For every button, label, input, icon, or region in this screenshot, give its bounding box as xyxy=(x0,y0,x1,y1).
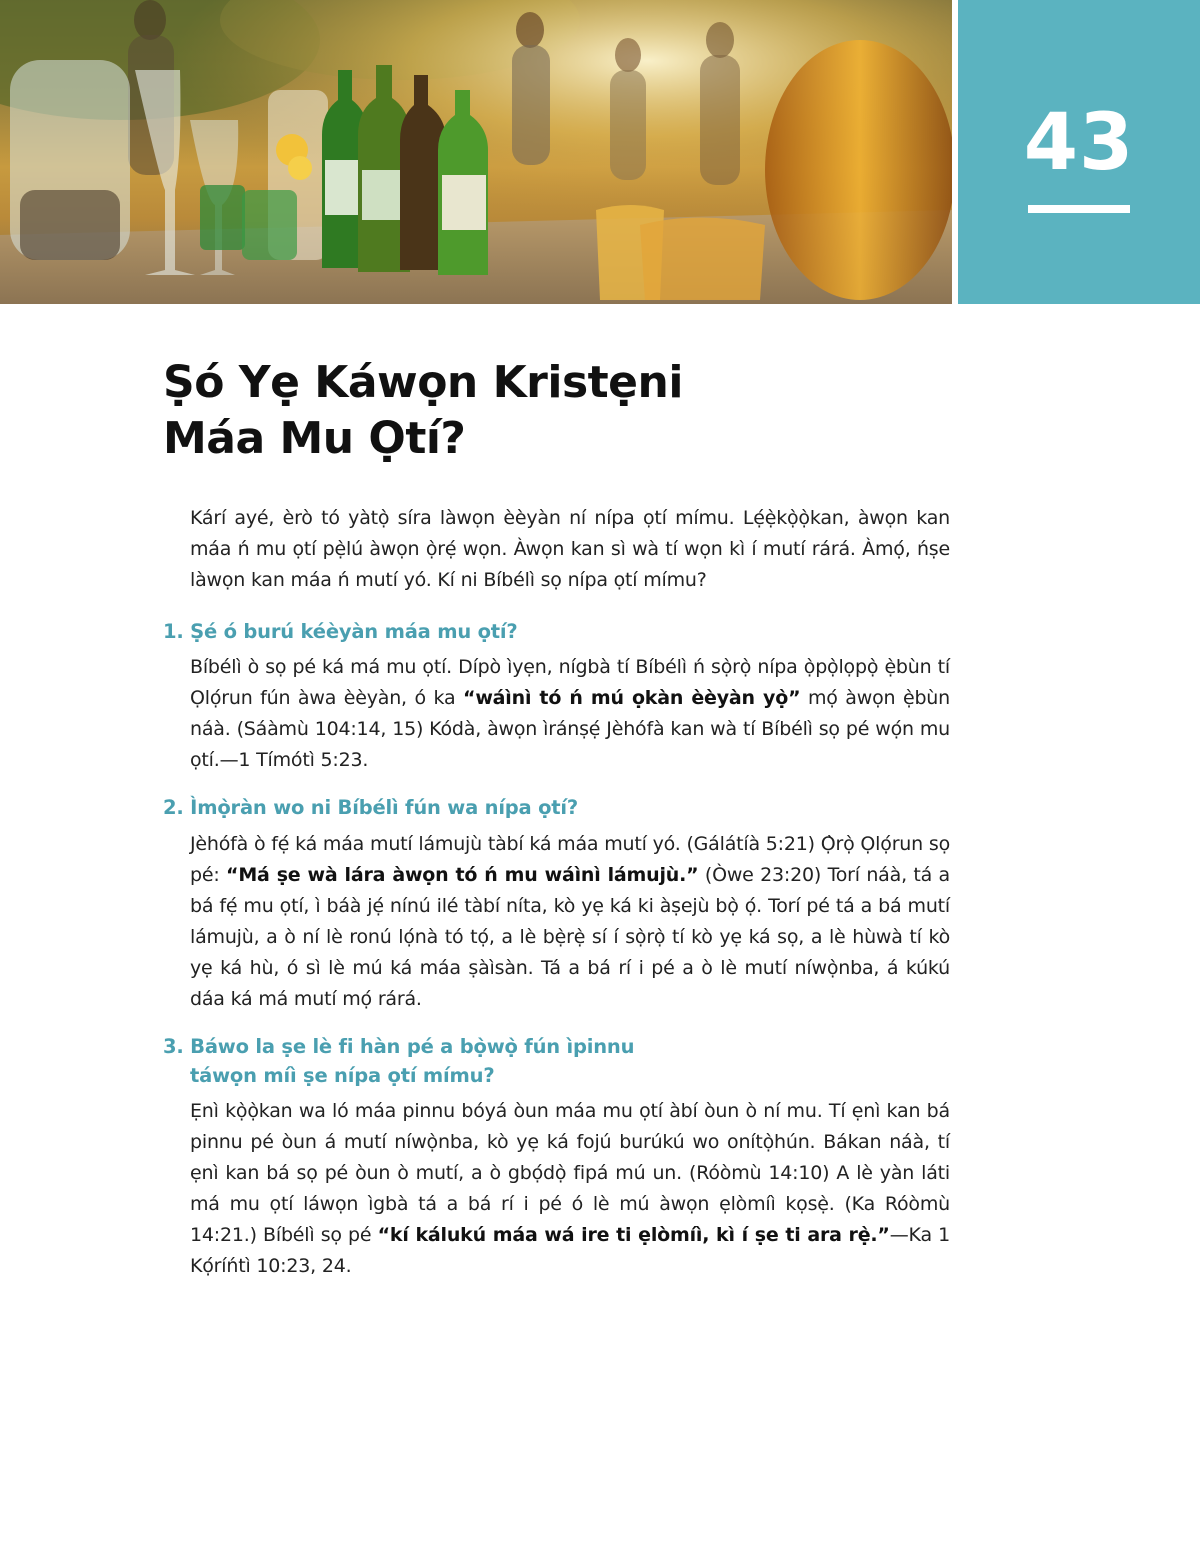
answer-2-text-b: (Òwe 23:20) Torí náà, tá a bá fẹ́ mu ọtí, ì báà jẹ́ nínú ilé tàbí níta, kò yẹ ká ki àṣejù bọ̀ ọ́. Torí pé tá a bá mutí lámujù, a ò ní lè ronú lọ́nà tó tọ́, a lè bẹ̀rẹ̀ sí í sọ̀rọ̀ tí kò yẹ ká sọ, a lè hùwà tí kò yẹ ká hù, ó sì lè mú ká máa ṣàìsàn. Tá a bá rí i pé a ò lè mutí níwọ̀nba, á kúkú dáa ká má mutí mọ́ rárá. xyxy=(190,864,950,1010)
party-drinks-illustration xyxy=(0,0,952,304)
answer-2-text-a: Jèhófà ò fẹ́ ká máa mutí lámujù tàbí ká máa mutí yó. (Gálátíà 5:21) Ọ̀rọ̀ Ọlọ́run sọ pé: xyxy=(190,833,950,886)
answer-1-text-a: Bíbélì ò sọ pé ká má mu ọtí. Dípò ìyẹn, nígbà tí Bíbélì ń sọ̀rọ̀ nípa ọ̀pọ̀lọpọ̀ ẹ̀bùn tí Ọlọ́run fún àwa èèyàn, ó ka xyxy=(190,656,950,709)
answer-2-quote: “Má ṣe wà lára àwọn tó ń mu wáìnì lámujù.” xyxy=(226,864,699,886)
page-title xyxy=(163,355,963,467)
question-2-number: 2. xyxy=(163,796,184,819)
question-2-text: Ìmọ̀ràn wo ni Bíbélì fún wa nípa ọtí? xyxy=(190,796,579,819)
question-3-number: 3. xyxy=(163,1035,184,1058)
answer-2-paragraph xyxy=(190,829,950,1015)
answer-1-paragraph xyxy=(190,652,950,776)
answer-1-text-b: mọ́ àwọn ẹ̀bùn náà. (Sáàmù 104:14, 15) Kódà, àwọn ìránṣẹ́ Jèhófà kan wà tí Bíbélì sọ pé wọ́n mu ọtí.—1 Tímótì 5:23. xyxy=(190,687,950,771)
answer-3-quote: “kí kálukú máa wá ire ti ẹlòmíì, kì í ṣe ti ara rẹ̀.” xyxy=(377,1224,890,1246)
title-line-1: Ṣó Yẹ Káwọn Kristẹni xyxy=(163,357,683,408)
badge-underline xyxy=(1028,205,1130,213)
question-1-heading xyxy=(163,617,953,646)
header-photo xyxy=(0,0,952,304)
question-1-number: 1. xyxy=(163,620,184,643)
question-1-text: Ṣé ó burú kéèyàn máa mu ọtí? xyxy=(190,620,518,643)
intro-paragraph: Kárí ayé, èrò tó yàtọ̀ síra làwọn èèyàn ní nípa ọtí mímu. Lẹ́ẹ̀kọ̀ọ̀kan, àwọn kan máa ń mu ọtí pẹ̀lú àwọn ọ̀rẹ́ wọn. Àwọn kan sì wà tí wọn kì í mutí rárá. Àmọ́, ńṣe làwọn kan máa ń mutí yó. Kí ni Bíbélì sọ nípa ọtí mímu? xyxy=(190,507,950,591)
answer-3-text-b: —Ka 1 Kọ́ríńtì 10:23, 24. xyxy=(190,1224,951,1277)
answer-1-quote: “wáìnì tó ń mú ọkàn èèyàn yọ̀” xyxy=(463,687,801,709)
lesson-number: 43 xyxy=(1023,98,1135,188)
question-3-text-2: táwọn míì ṣe nípa ọtí mímu? xyxy=(190,1064,495,1087)
question-3-heading xyxy=(163,1032,953,1090)
answer-3-text-a: Ẹnì kọ̀ọ̀kan wa ló máa pinnu bóyá òun máa mu ọtí àbí òun ò ní mu. Tí ẹnì kan bá pinnu pé òun á mutí níwọ̀nba, kò yẹ ká fojú burúkú wo onítọ̀hún. Bákan náà, tí ẹnì kan bá sọ pé òun ò mutí, a ò gbọ́dọ̀ fipá mú un. (Róòmù 14:10) A lè yàn láti má mu ọtí láwọn ìgbà tá a bá rí i pé ó lè mú àwọn ẹlòmíì kọsẹ̀. (Ka Róòmù 14:21.) Bíbélì sọ pé xyxy=(190,1100,950,1246)
lesson-number-badge xyxy=(958,0,1200,304)
question-3-text-1: Báwo la ṣe lè fi hàn pé a bọ̀wọ̀ fún ìpinnu xyxy=(190,1035,635,1058)
title-line-2: Máa Mu Ọtí? xyxy=(163,413,466,464)
answer-3-paragraph xyxy=(190,1096,950,1282)
question-3-line-1 xyxy=(163,1032,953,1061)
question-2-heading xyxy=(163,793,953,822)
